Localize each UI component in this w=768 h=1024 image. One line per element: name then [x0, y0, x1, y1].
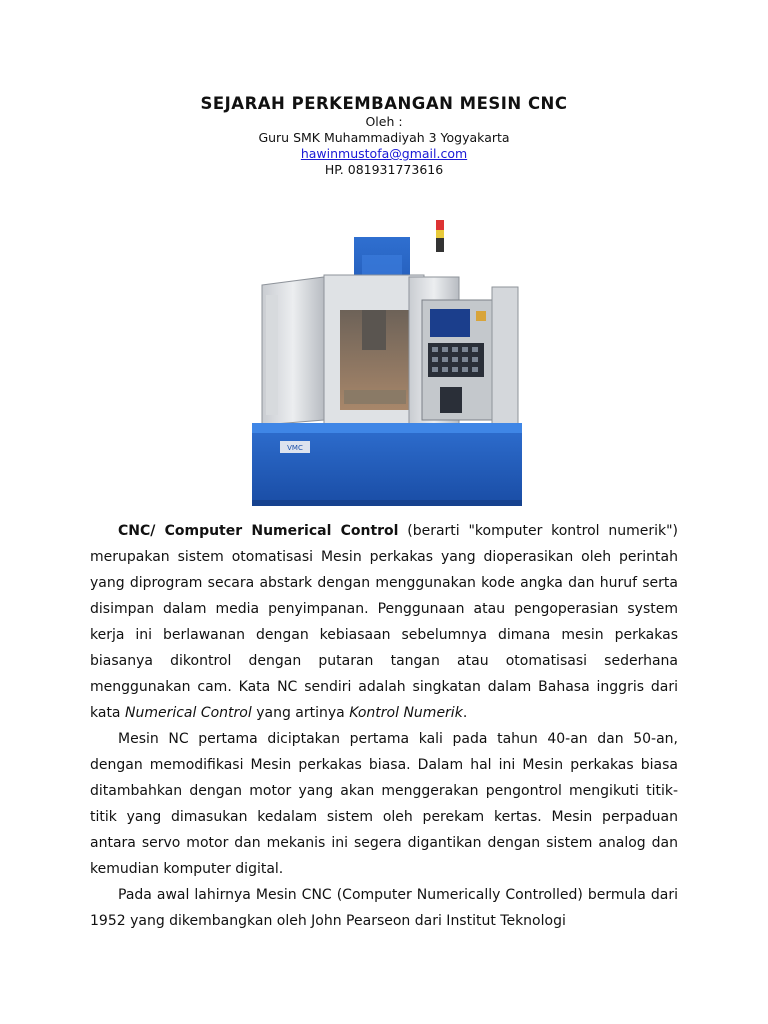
cnc-term: CNC/ Computer Numerical Control [118, 523, 399, 539]
paragraph-1-text-b: yang artinya [251, 705, 350, 721]
paragraph-1-end: . [462, 705, 468, 721]
author-prefix: Oleh : [365, 114, 403, 129]
emergency-button [476, 311, 486, 321]
machine-base [252, 423, 522, 500]
author-affiliation: Guru SMK Muhammadiyah 3 Yogyakarta [258, 130, 510, 145]
control-screen [430, 309, 470, 337]
kontrol-numerik-term: Kontrol Numerik [349, 705, 463, 721]
handwheel-pendant [440, 387, 462, 413]
brand-label: VMC [287, 444, 303, 452]
cnc-machine-illustration [244, 215, 530, 515]
cnc-machine-image [244, 215, 530, 515]
right-cabinet [492, 287, 518, 427]
paragraph-3: Pada awal lahirnya Mesin CNC (Computer Numerically Controlled) bermula dari 1952 yang dikembangkan oleh John Pearseon dari Institut Teknologi [90, 887, 678, 929]
document-body [90, 518, 678, 934]
phone-number: HP. 081931773616 [324, 162, 444, 177]
email-link[interactable]: hawinmustofa@gmail.com [300, 146, 468, 161]
paragraph-1-text: (berarti "komputer kontrol numerik") merupakan sistem otomatisasi Mesin perkakas yang dioperasikan oleh perintah yang diprogram secara abstark dengan menggunakan kode angka dan huruf serta disimpan dalam media penyimpanan. Penggunaan atau pengoperasian system kerja ini berlawanan dengan kebiasaan sebelumnya dimana mesin perkakas biasanya dikontrol dengan putaran tangan atau otomatisasi sederhana menggunakan cam. Kata NC sendiri adalah singkatan dalam Bahasa inggris dari kata [90, 523, 679, 721]
paragraph-2: Mesin NC pertama diciptakan pertama kali pada tahun 40-an dan 50-an, dengan memodifikasi Mesin perkakas biasa. Dalam hal ini Mesin perkakas biasa ditambahkan dengan motor yang akan menggerakan pengontrol mengikuti titik-titik yang dimasukan kedalam sistem oleh perekam kertas. Mesin perpaduan antara servo motor dan mekanis ini segera digantikan dengan sistem analog dan kemudian komputer digital. [90, 731, 678, 877]
paragraph-1 [90, 518, 678, 726]
document-title: SEJARAH PERKEMBANGAN MESIN CNC [200, 94, 568, 113]
document-header [0, 94, 768, 178]
numerical-control-term: Numerical Control [124, 705, 252, 721]
